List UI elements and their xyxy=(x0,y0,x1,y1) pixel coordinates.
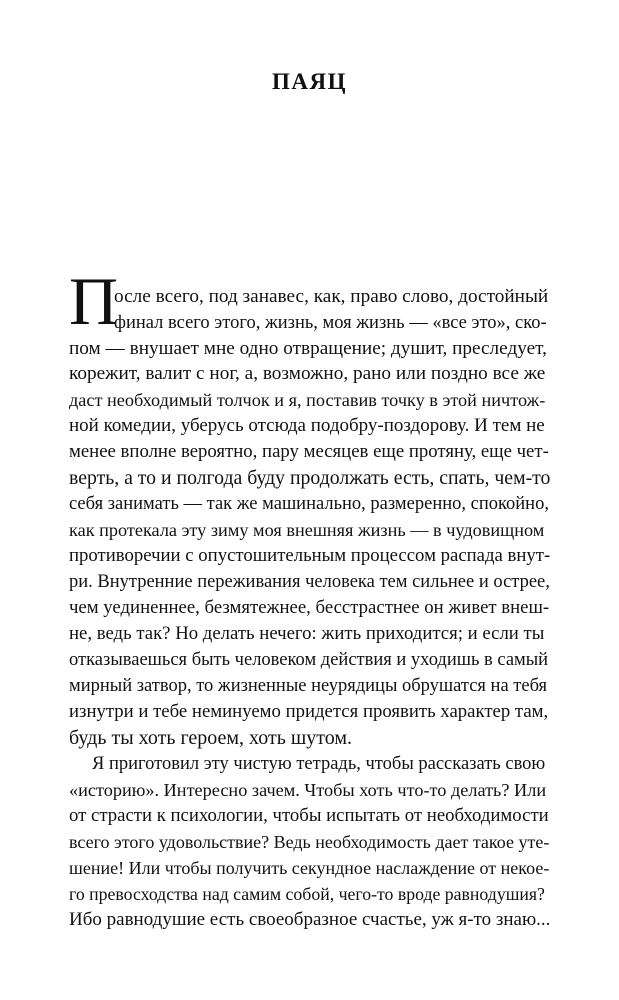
text-line: осле всего, под занавес, как, право слово, достойный xyxy=(114,286,549,307)
text-line: противоречии с опустошительным процессом распада внут- xyxy=(69,545,551,566)
text-line: себя занимать — так же машинально, размеренно, спокойно, xyxy=(69,494,549,514)
text-line: Ибо равнодушие есть своеобразное счастье, уж я-то знаю... xyxy=(69,909,551,930)
text-line: мирный затвор, то жизненные неурядицы обрушатся на тебя xyxy=(69,676,548,696)
text-line: менее вполне вероятно, пару месяцев еще протяну, еще чет- xyxy=(69,441,549,462)
text-line: ри. Внутренние переживания человека тем сильнее и острее, xyxy=(69,572,550,592)
text-line: чем уединеннее, безмятежнее, бесстрастнее он живет внеш- xyxy=(69,597,550,618)
text-line: как протекала эту зиму моя внешняя жизнь — в чудовищном xyxy=(69,520,545,540)
text-line: корежит, валит с ног, а, возможно, рано или поздно все же xyxy=(69,363,546,384)
text-line: финал всего этого, жизнь, моя жизнь — «все это», ско- xyxy=(114,313,547,333)
text-line: «историю». Интересно зачем. Чтобы хоть что-то делать? Или xyxy=(69,780,547,800)
text-line: не, ведь так? Но делать нечего: жить приходится; и если ты xyxy=(69,623,545,644)
text-line: отказываешься быть человеком действия и уходишь в самый xyxy=(69,650,549,670)
text-line: даст необходимый толчок и я, поставив точку в этой ничтож- xyxy=(69,390,546,410)
text-line: будь ты хоть героем, хоть шутом. xyxy=(69,727,353,749)
text-line: Я приготовил эту чистую тетрадь, чтобы рассказать свою xyxy=(92,754,546,774)
text-line: всего этого удовольствие? Ведь необходимость дает такое уте- xyxy=(69,832,550,852)
text-line: верть, а то и полгода буду продолжать есть, спать, чем-то xyxy=(69,467,551,489)
text-line: шение! Или чтобы получить секундное наслаждение от некое- xyxy=(69,858,550,878)
text-line: пом — внушает мне одно отвращение; душит, преследует, xyxy=(69,338,547,359)
text-line: изнутри и тебе неминуемо придется проявить характер там, xyxy=(69,701,549,722)
text-line: от страсти к психологии, чтобы испытать от необходимости xyxy=(69,805,549,826)
text-line: ной комедии, уберусь отсюда подобру-поздорову. И тем не xyxy=(69,415,545,436)
drop-cap: П xyxy=(69,263,119,339)
text-line: го превосходства над самим собой, чего-то вроде равнодушия? xyxy=(69,884,545,904)
chapter-title: ПАЯЦ xyxy=(272,69,347,94)
